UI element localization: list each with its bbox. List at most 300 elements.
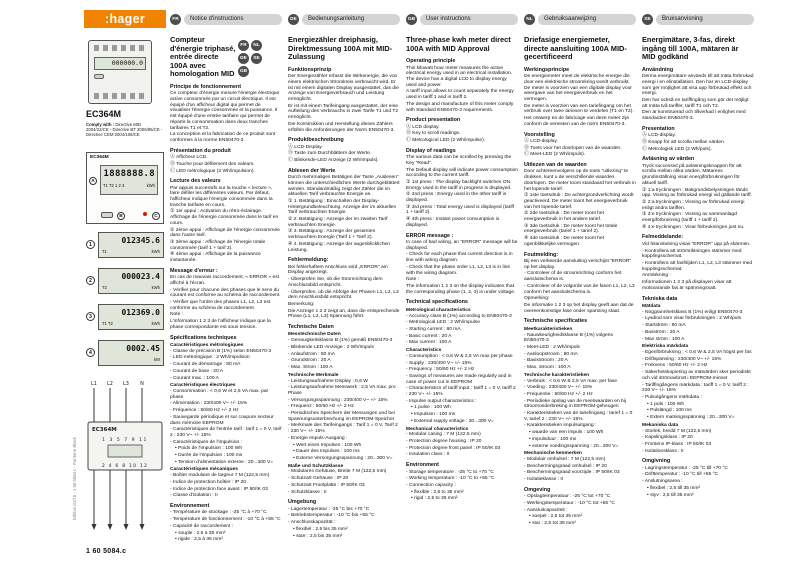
text-line: - Max current : 100 A [406,340,452,346]
section-heading: Environnement [170,503,210,510]
text-line: Informationen 1 2 3 på displayen visar att motsvarande fas är spänningssatt. [642,280,732,291]
text-line: ① 1st press : The display backlight switches ON. Energy used in the tariff in progress is displayed. [406,179,512,191]
text-line: ② 2ème appui : Affichage de l'énergie consommée dans l'autre tarif. [170,227,280,239]
section-heading: Felmeddelande: [642,234,684,241]
text-line: - Metrological LED : 2 Wh/impulse [406,320,480,326]
text-line: Messtechnische Daten [288,332,341,338]
section-heading: Display of readings [406,147,456,154]
arrow-icon [108,524,113,530]
step-number: 2 [86,276,95,285]
section-heading: Product presentation [406,117,461,124]
section-heading: Umgebung [288,499,317,506]
text-line: Bemerkung: [288,301,315,307]
lcd-screen [98,340,164,366]
text-line: De energiemeter meet de elektrische energie die door een elektrische stroomkring wordt verbruikt. De meter is voorzien van een digitale display voor weergave van het energieverbruik en het vermogen. [524,74,632,102]
text-line: - Isolatieklasse : II [524,477,564,483]
text-line: - Courant de base : 20 A [170,368,224,374]
text-line: Die Konstruktion und Herstellung dieses Zählers erfüllen die Anforderungen der Norm EN50470-3. [288,121,395,133]
meter-lcd-icon [108,445,142,457]
language-tab-nl [524,13,636,25]
text-line: • Extern matningsspänning : 20...300 V= [647,415,735,421]
text-line: - Sauvegarde périodique et sur coupure secteur dans mémoire EEPROM [170,414,274,426]
text-line: - Basic current : 20 A [406,333,452,339]
text-line: Elektriska märkdata [642,344,689,350]
text-line: - Aanloopstroom : 80 mA [524,351,578,357]
text-line: Caractéristiques électriques [170,383,236,389]
text-line: In case of bad wiring, an “ERROR” message will be displayed. [406,239,518,251]
text-line: Door achtereenvolgens op de toets “uitlezing” te drukken, kunt u de verschillende waarden doorlopen. De meter toont standaard het verbruik in het lopende tarief. [524,169,636,192]
gb-flag-icon: GB [406,14,417,25]
column-fr [170,36,282,544]
text-line: Caractéristiques mécaniques [170,467,238,473]
de-flag-icon: DE [288,14,299,25]
bottom-terminal-numbers: 2 4 6 8 10 12 [101,464,149,469]
text-line: • externe voedingsspanning : 20...300 V= [529,443,619,449]
text-line: - Überprüfen, ob die Abfolge der Phasen L1, L2, L3 dem Anschlussbild entspricht. [288,289,399,301]
text-line: - Consommation : < 0,6 W et 2,5 VA max. par phase [170,389,269,400]
text-line: - Vérifier pour chacune des phases que le sens du courant est conforme au schéma de raccordement. [170,287,281,299]
text-line: De meter is voorzien van een tariefingang om het verbruik over twee tarieven te verdelen (T1 en T2). [524,103,634,115]
text-line: - Noggrannhetsklass B (1%) enligt EN50470-3 [642,309,743,315]
section-heading: Omgeving [524,486,551,493]
section-heading: Presentation [642,125,675,132]
text-line: - Karakteristieken van de tariefingang : tarief 1 = 0 V, tarief 2 : 230 V~ +/- 15% [524,411,633,422]
text-line: - Blinkende LED-Anzeige : 2 Wh/Impuls [288,344,374,350]
text-line: Mätdata [642,303,661,309]
text-line: - Frequentie : 50/60 Hz +/- 2 Hz [524,391,593,397]
text-line: Metrological characteristics [406,307,471,313]
text-line: - Lysdiod som visar förbrukningen : 2 Wh/puls [642,316,742,322]
tab-label: Bruksanvisning [656,14,754,25]
display-diagram-ref: EC364M [90,155,109,160]
text-line: • star : 2,5 tot 35 mm² [529,521,576,527]
text-line: • flexible : 2,5 to 35 mm² [411,489,464,495]
text-line: - Caractéristiques de l'entrée tarif : tarif 1 = 0 V, tarif 2 : 230 V~ +/- 15% [170,427,282,438]
column-se [642,36,754,499]
text-line: - Frekvens : 50/60 Hz +/- 2 Hz [642,363,708,369]
lcd-value: 012369.0 [121,308,160,317]
text-line: Denna energimätare används till att mäta förbrukad energi i en elinstallation. Den har en LCD-display som ger möjlighet att visa upp förbrukad effekt och energi. [642,74,754,97]
scroll-button [94,74,104,79]
arrow-icon [124,524,129,530]
text-line: - Caractéristiques de l'impulsion : [170,439,242,445]
section-heading: Spécifications techniques [170,334,237,341]
text-line: Par appuis successifs sur la touche « lecture », faire défiler les différentes valeurs. Par défaut, l'afficheur indique l'énergie consommée dans la tranche tarifaire en cours. [170,185,273,208]
text-line: Technische Merkmale [288,372,339,378]
text-line: Die Anzeige 1 2 3 zeigt an, dass die entsprechende Phase (L1, L2, L3) Spannung führt. [288,308,400,320]
text-line: - Lagringstemperatur : -25 °C till +70 °C [642,465,728,471]
edition-note: Edition 01/16 - 1 60 5084.c - Pantone Black [72,437,77,520]
text-line: - Leistungsaufnahme Display : 0,6 W [288,378,368,384]
text-line: L'information 1 2 3 de l'afficheur indique que la phase correspondante est sous tension. [170,319,271,330]
compliance-label: Comply with : [86,122,115,127]
lcd-unit: kWh [151,285,160,290]
section-heading: Fehlermeldung: [288,257,329,264]
section-heading: Principe de fonctionnement [170,83,241,90]
text-line: - Max ström : 100 A [642,336,685,342]
text-line: Mechanische kenmerken [524,451,582,457]
text-line: Caractéristiques métrologiques [170,342,244,348]
text-line: Ⓐ LCD-display. [642,133,676,139]
text-line: Technische karakteristieken [524,372,590,378]
lcd-screen [98,304,164,330]
text-line: • External supply voltage : 20...300 V= [411,418,494,424]
text-line: • 1 puls : 100 Wh [647,401,685,407]
text-line: - Basström : 20 A [642,329,680,335]
text-line: Den har också en tariffingång som gör det möjligt att mäta två tariffer, tariff T1 och T2. [642,98,749,109]
text-line: - Connection capacity : [406,482,456,488]
text-line: - Driftspänning : 230/400 V~ +/- 15% [642,356,722,362]
text-line: Der Energiezähler erfasst die Wirkenergie, die von einem elektrischen Stromkreis verbraucht wird. Er ist mit einem digitalen Display ausgestattet, das die Anzeige von Energieverbrauch und Leistung ermöglicht. [288,74,399,102]
text-line: - Verbruik : < 0,6 W & 2,5 VA max. per fase [524,378,618,384]
text-line: Anmärkning : [642,273,671,279]
text-line: - Isolationsklass : II [642,448,684,454]
read-button [101,212,113,218]
text-line: - Beschermingsgraad omhulsel : IP 20 [524,463,607,469]
column-nl [524,36,636,528]
text-line: - Max. Strom : 100 A [288,365,333,371]
section-heading: Funktionsprinzip [288,66,332,73]
text-line: - Modular casing : 7 M (122,5 mm) [406,432,481,438]
text-line: Opmerking: [524,296,550,302]
terminal-strip-bottom [94,93,146,99]
tariff-tag: T2 [102,285,107,290]
text-line: - Température de stockage : -25 °C à +70 °C [170,510,267,516]
section-heading: Omgivning [642,458,671,465]
language-tab-fr [170,13,282,25]
text-line: ② 2de toetsdruk : De meter toont het energieverbruik in het andere tarief. [524,211,604,223]
text-line: - Betriebstemperatur : -10 °C bis +55 °C [288,513,375,519]
reading-step-1 [86,232,164,262]
text-line: Characteristics [406,348,442,354]
text-line: - Anlaufstrom : 80 mA [288,351,336,357]
text-line: ① 1er appui : Activation du rétro-éclairage. Affichage de l'énergie consommée dans le tarif en cours. [170,209,279,226]
reading-step-4 [86,340,164,370]
text-line: - Frequenz : 50/60 Hz +/- 2 Hz [288,404,354,410]
text-line: • waarde van een impuls : 100 Wh [529,430,604,436]
text-line: - Periodieke opslag van de meetwaarden en bij stroomonderbreking in EEPROM-geheugen [524,398,626,410]
text-line: - Genauigkeitsklasse B (1%) gemäß EN50470-3 [288,338,393,344]
section-heading: Användning [642,66,674,73]
text-line: ③ 3rd press : Total energy used is displayed (tariff 1 + tariff 2). [406,204,515,216]
reading-step-2 [86,268,164,298]
text-line: - Protection degree housing : IP 20 [406,439,482,445]
text-line: ③ 3:e tryckningen : Visning av sammanlagd energiförbrukning (tariff 1 + tariff 2). [642,212,737,224]
terminal-strip-top [94,45,146,51]
language-tab-se [642,13,754,25]
text-line: De informatie 1 2 3 op het display geeft aan dat de overeenkomstige fase onder spanning staat. [524,302,634,314]
text-line: ② 2. Betätigung : Anzeige der im zweiten Tarif verbrauchten Energie. [288,217,388,228]
text-line: ① 1ste toetsdruk : De achtergrondverlichting wordt geactiveerd. De meter toont het energieverbruik van het lopende tarief. [524,193,634,210]
text-line: - Insulation class : II [406,452,450,458]
text-line: - Classe d'isolation : II [170,493,218,499]
text-line: ③ 3. Betätigung : Anzeige der gesamten verbrauchten Energie (Tarif 1 + Tarif 2). [288,229,376,241]
text-line: ② 2nd press : Energy used in the other tariff is displayed. [406,192,507,204]
lcd-unit: kWh [151,321,160,326]
text-line: Ⓑ Knapp för att scrolla mellan värden. [642,139,726,145]
text-line: Ce compteur d'énergie mesure l'énergie électrique active consommée par un circuit électrique. Il est équipé d'un afficheur digital qui permet de visualiser l'énergie consommée et la puissance. Il est équipé d'une entrée tarifaire qui permet de répartir la consommation dans deux tranches tarifaires T1 et T2. [170,91,280,131]
text-line: • Dauer des Impulses : 100 ms [293,449,360,455]
text-line: - Leistungsaufnahme Messwerk : 2,5 VA max. pro Phase [288,385,396,396]
badge-se: SE [251,53,262,64]
lcd-unit: kW [153,357,160,362]
column-gb [406,36,518,503]
column-de [288,36,400,540]
text-line: • Impulsion : 100 ms [411,412,456,418]
section-heading: Uitlezen van de waarden [524,162,587,169]
tab-label: Notice d'instructions [184,14,282,25]
text-line: - Indice de protection face avant : IP 50/IK 03 [170,486,268,492]
text-line: - Impulse output characteristics : [406,398,477,404]
text-line: - Meet-LED : 2 Wh/impuls [524,344,580,350]
text-line: ④ 4de toetsdruk : De meter toont het ogenblikkelijke vermogen. [524,236,604,247]
text-line: - Working temperature : -10 °C to +55 °C [406,476,495,482]
text-line: - Versorgungsspannung : 230/400 V~ +/- 15% [288,397,388,403]
marker-c: C [152,212,160,220]
text-line: ③ 3ème appui : Affichage de l'énergie totale consommée (tarif 1 + tarif 2). [170,239,266,251]
section-heading: Technical specifications [406,299,468,306]
phase-label-l1: L1 [91,381,97,387]
text-line: Ⓒ Metrological LED (2 Wh/impulse). [406,138,486,144]
text-line: • rigid : 2,5 to 35 mm² [411,496,458,502]
hager-logo: :hager [84,10,166,28]
device-lcd: 000000.0 [94,57,146,70]
text-line: - Grundstrom : 20 A [288,358,331,364]
text-line: - Supply : 230/400 V~ +/- 15% [406,360,472,366]
badge-nl: NL [251,40,262,51]
text-line: - Säkerhetskopiering av mätvärden sker periodiskt och vid strömavbrott i EEPROM-minnet [642,370,751,381]
marker-a: A [89,177,97,185]
text-line: Er ist mit einem Tarifeingang ausgestattet, der eine Aufteilung des Verbrauchs in zwei Tarife T1 und T2 ermöglicht. [288,103,399,121]
text-line: - Frequency : 50/60 Hz +/- 2 Hz [406,367,475,373]
lcd-screen [98,232,164,258]
badge-fr: FR [238,40,249,51]
section-heading: Message d'erreur : [170,267,218,274]
text-line: - Schutzart Frontplatte : IP 50/IK 03 [288,482,365,488]
metrological-led-icon [143,212,147,216]
text-line: - Accuracy class B (1%) according to EN50470-3 [406,313,512,319]
text-line: Durch mehrmaliges Betätigen der Taste „Auslesen“ können die unterschiedlichen Werte durchgeblättert werden. Standardmäßig zeigt der Zähler die im aktuellen Tarif verbrauchte Energie an. [288,175,400,198]
text-line: - Kontrollera att fasföljden L1, L2, L3 stämmer med kopplingsschemat. [642,260,753,272]
text-line: - Température de fonctionnement : -10 °C à +55 °C [170,517,281,523]
text-line: - Schutzklasse : II [288,489,327,495]
text-line: This kilowatt hour meter measures the active electrical energy used in an electrical installation. The device has a digital LCD to display energy used and power. [406,65,513,88]
text-line: - Kontrollera att strömriktningen stämmer med kopplingsschemat. [642,248,742,260]
text-line: - Werkingstemperatuur : -10 °C tot +55 °C [524,500,615,506]
text-line: • flexibel : 2,5 bis 35 mm² [293,526,348,532]
text-line: Ⓑ Touche pour défilement des valeurs. [170,161,255,167]
text-line: - Basisstroom : 20 A [524,358,568,364]
text-line: - Vérifier que l'ordre des phases L1, L2, L3 est conforme au schéma de raccordement. [170,299,271,311]
text-line: • Tension d'alimentation externe : 20...300 V= [175,459,274,465]
text-line: Ⓒ Blinkende-LED Anzeige (2 Wh/Impuls). [288,158,379,164]
text-line: ① 1:a tryckningen : Bakgrundsbelysningen tänds upp. Visning av förbrukad energi vid gällande tariff. [642,187,752,199]
phase-label-l3: L3 [123,381,129,387]
section-heading: Lecture des valeurs [170,178,221,185]
text-line: En cas de mauvais raccordement, « ERROR » est affiché à l'écran. [170,275,279,286]
text-line: ④ 4. Betätigung : Anzeige der augenblicklichen Leistung. [288,241,390,253]
phase-label-l2: L2 [107,381,113,387]
step-number: 3 [86,312,95,321]
text-line: • Pulslängd : 100 ms [647,408,692,414]
text-line: Meetkarakteristieken [524,326,573,332]
lcd-value: 012345.6 [121,236,160,245]
text-line: Ⓐ LCD display. [406,124,440,130]
text-line: • rigide : 2,5 à 35 mm² [175,537,223,543]
step-number: 1 [86,240,95,249]
text-line: • Poids de l'impulsion : 100 Wh [175,446,243,452]
language-badges [238,40,264,77]
compliance-text: Directive MID 2004/22/CE - Directive BT 2006/95/CE - Directive CEM 2004/108/CE [86,122,163,138]
text-line: - Capacité de raccordement : [170,523,234,529]
column-title: Energiezähler dreiphasig, Direktmessung 100A mit MID-Zulassung [288,36,393,62]
lcd-screen [100,165,158,195]
text-line: - Indice de protection boîtier : IP 20 [170,479,247,485]
text-line: Ⓑ Taste zum Durchblättern der Werte. [288,151,372,157]
text-line: - Frontens IP-klass : IP 50/IK 03 [642,441,712,447]
section-heading: Ablesen der Werte [288,167,336,174]
text-line: - Savings of measures are made regularly and in case of power cut in EEPROM [406,373,512,385]
text-line: - Merkmale des Tarifeingangs : Tarif 1 = 0 V, Tarif 2 : 230 V~ +/- 15% [288,423,398,435]
section-heading: Technische specificaties [524,318,588,325]
badge-de: DE [238,53,249,64]
text-line: Ⓒ Metrologisk LED (2 Wh/puls). [642,146,712,152]
text-line: ④ 4ème appui : Affichage de la puissance instantanée. [170,252,261,264]
lcd-screen [98,268,164,294]
section-heading: Tekniska data [642,295,678,302]
text-line: ④ 4:e tryckningen : Visar förbrukningen just nu. [642,224,745,230]
text-line: Ⓐ LCD-display. [524,138,558,144]
text-line: - Nauwkeurigheidsklasse B (1%) volgens EN50470-3 [524,332,613,344]
text-line: A tariff input allows to count separately the energy used in tariff 1 and in tariff 2. [406,89,514,101]
text-line: Ⓑ Toets voor het doorlopen van de waarden. [524,145,622,151]
text-line: - Energie Impuls-Ausgang : [288,435,348,441]
text-line: - Überprüfen Sie, ob die Stromrichtung dem Anschlussbild entspricht. [288,277,383,288]
fr-flag-icon: FR [170,14,181,25]
text-line: The Default display will indicate power consumption according to the current tariff. [406,167,518,179]
text-line: • soepel : 2,5 tot 35 mm² [529,514,583,520]
text-line: - Tariffingångens märkdata : tariff 1 = 0 V, tariff 2 : 230 V~ +/- 15% [642,382,749,394]
text-line: - Periodisches Speichern der Messungen und bei Spannungsunterbrechung im EEPROM-Speicher [288,411,395,422]
meter-box-ref: EC364M [92,427,117,433]
text-line: • starr : 2,5 bis 35 mm² [293,533,343,539]
text-line: • styv : 2,5 till 35 mm² [647,492,694,498]
column-title: Driefasige energiemeter, directe aansluiting 100A MID-gecertificeerd [524,36,627,62]
text-line: - Controleer of de volgorde van de fasen L1, L2, L3 conform het aansluitschema is. [524,283,635,295]
lcd-value: 000023.4 [121,272,160,281]
text-line: - Opslagtemperatuur : -25 °C tot +70 °C [524,494,611,500]
text-line: Note : [406,277,420,283]
lcd-unit: kWh [151,249,160,254]
section-heading: Operating principle [406,58,456,65]
text-line: - Starting current : 80 mA [406,326,461,332]
text-line: Het ontwerp en de fabricage van deze meter zijn conform de vereisten van de norm EN50470-3. [524,116,630,127]
text-line: Ⓐ LCD-Display. [288,144,323,150]
text-line: - Max. stroom : 100 A [524,365,571,371]
text-line: - Alimentation : 230/400 V~ +/- 15% [170,401,248,407]
text-line: • Durée de l'impulsion : 100 ms [175,453,243,459]
text-line: - Drifttemperatur : -10 °C till +55 °C [642,472,719,478]
text-line: Note : [170,312,184,318]
text-line: - Egenförbrukning : < 0,6 W & 2,5 VA högst per fas [642,350,752,356]
lcd-flags: T1 T2 1 2 3 [103,183,125,188]
section-heading: Présentation du produit [170,147,231,154]
text-line: - Modulares Gehäuse, Breite 7 M (122,5 mm) [288,469,387,475]
text-line: Tryck successivt på avläsningsknappen för att scrolla mellan olika värden. Mätarens grundinställning visar energiförbrukningen för aktuell tariff. [642,163,742,186]
tab-label: User instructions [420,14,518,25]
text-line: Den är konstruerad och tillverkad i enlighet med standarden EN50470-3. [642,110,746,122]
product-drawing [88,40,152,104]
text-line: ③ 3de toetsdruk : De meter toont het totale energieverbruik (tarief 1 + tarief 2). [524,223,618,235]
text-line: • souple : 2,5 à 35 mm² [175,530,226,536]
text-line: Bij een verkeerde aansluiting verschijnt “ERROR” op het display. [524,258,632,270]
wiring-diagram [86,378,164,538]
text-line: ① 1. Betätigung : Einschalten der Display-Hintergrundbeleuchtung. Anzeige der im aktuellen Tarif verbrauchten Energie. [288,198,397,216]
text-line: Ⓑ Key to scroll readings. [406,131,461,137]
text-line: - Classe de précision B (1%) selon EN50470-3 [170,348,272,354]
text-line: • Externe Versorgungsspannung : 20...300 V= [293,455,393,461]
nl-flag-icon: NL [524,14,535,25]
text-line: - Fréquence : 50/60 Hz +/- 2 Hz [170,408,239,414]
arrow-icon [92,524,97,530]
text-line: • flexibel : 2,5 till 35 mm² [647,485,701,491]
lcd-value: 1888888.8 [103,169,155,179]
product-reference: EC364M [86,109,122,119]
text-line: - Storlek, bredd 7 M (122,5 mm) [642,428,712,434]
document-number: 1 60 5084.c [86,548,127,555]
text-line: - Check for each phase that current direction is in line with wiring diagram. [406,252,513,264]
display-diagram [86,152,164,224]
text-line: The information 1 2 3 on the display indicates that the corresponding phase (1, 2, 3) is under voltage. [406,283,516,295]
text-line: Ⓒ Meet-LED (2 Wh/impuls). [524,152,586,158]
text-line: ② 2:a tryckningen : Visning av förbrukad energi enligt andra tariffen. [642,199,745,211]
column-title: Three-phase kwh meter direct 100A with MID Approval [406,36,511,53]
text-line: - Aansluitcapaciteit : [524,507,568,513]
language-tab-de [288,13,400,25]
tariff-tag: T1 T2 [102,321,113,326]
text-line: - Consumption : < 0,6 W & 2,5 VA max per phase [406,353,513,359]
phase-label-n: N [140,381,144,387]
section-heading: Avläsning av värden [642,156,695,163]
compliance-note [86,122,164,138]
text-line: The various data can be scrolled by pressing the Key “Read”. [406,155,512,166]
text-line: - Controleer of de stroomrichting conform het aansluitschema is. [524,271,622,283]
text-line: - Schutzart Gehäuse : IP 20 [288,476,349,482]
text-line: - Storage temperature : -25 °C to +70 °C [406,469,494,475]
section-heading: Environment [406,462,439,469]
column-title: Energimätare, 3-fas, direkt ingång till 100A, mätaren är MID godkänd [642,36,739,62]
text-line: - Modulair omhulsel : 7 M (122,5 mm) [524,457,606,463]
text-line: La conception et la fabrication de ce produit sont conformes à la norme EN50470-3. [170,132,276,143]
section-heading: Technische Daten [288,324,334,331]
column-title: Compteur d'énergie triphasé, entrée directe 100A avec homologation MID [170,36,236,79]
tab-label: Gebruiksaanwijzing [538,14,636,25]
section-heading: Werkingsprincipe [524,66,570,73]
text-line: The design and manufacture of this meter comply with Standard EN50470-3 requirements. [406,101,514,113]
text-line: - Characteristics of tariff input : tariff 1 = 0 V, tariff 2 : 230 V~ +/- 15% [406,386,516,398]
text-line: Mechanical characteristics [406,426,469,432]
section-heading: Produktbeschreibung [288,137,344,144]
tariff-tag: T1 [102,249,107,254]
text-line: - Pulsutgångens märkdata : [642,394,702,400]
lcd-unit: kWh [146,183,155,188]
text-line: Maße und Schutzklasse [288,463,344,469]
text-line: ④ 4th press : Instant power consumption is displayed. [406,217,500,228]
top-terminal-numbers: 1 3 5 7 9 11 [102,438,148,443]
text-line: - LED métrologique : 2 Wh/impulsion [170,355,250,361]
tab-label: Bedienungsanleitung [302,14,400,25]
text-line: Ⓒ LED métrologique (2 Wh/impulsion). [170,168,255,174]
